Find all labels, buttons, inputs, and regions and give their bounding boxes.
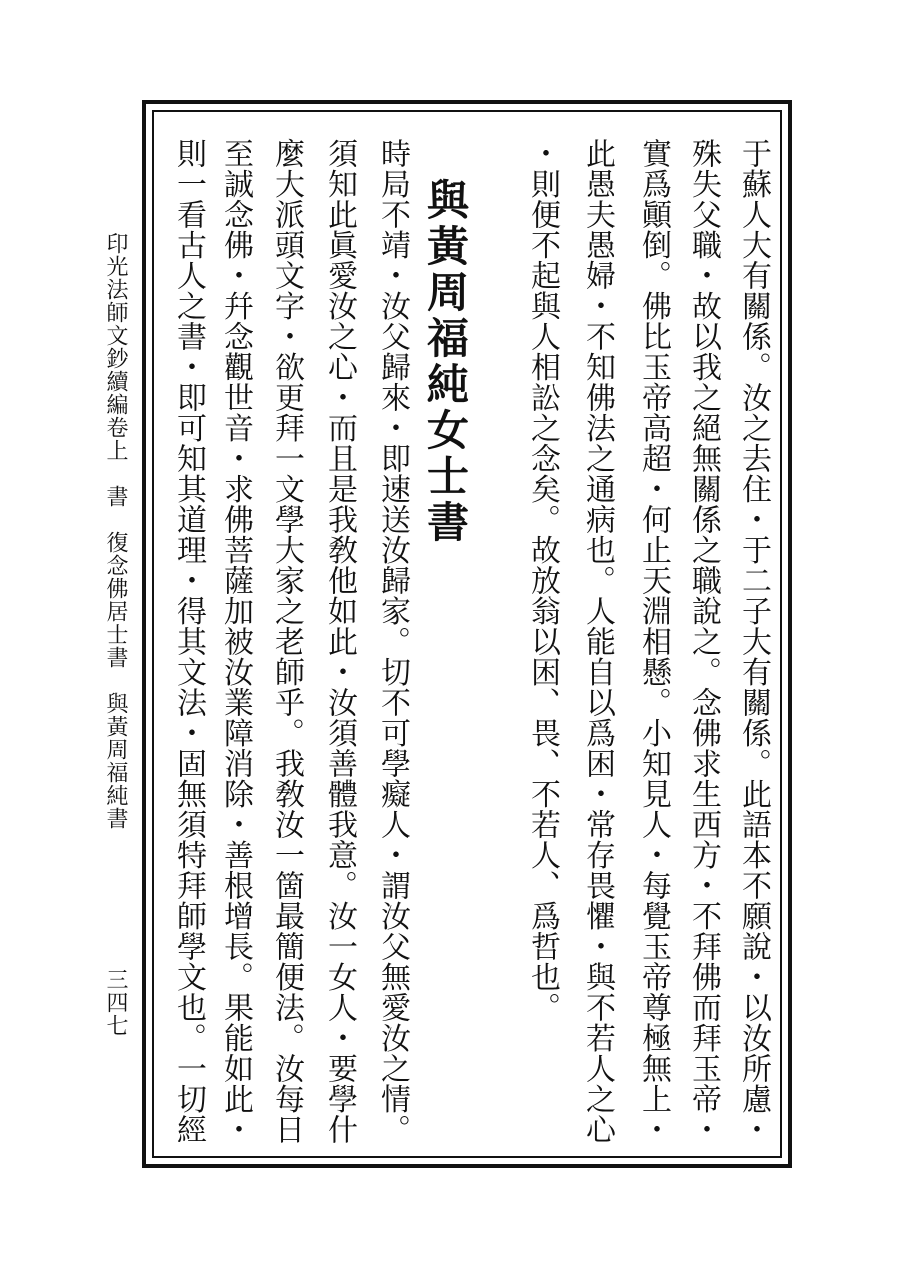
- section-label: 書: [103, 485, 128, 508]
- text-column: 至誠念佛・幷念觀世音・求佛菩薩加被汝業障消除・善根增長。果能如此・: [218, 138, 253, 1145]
- book-title: 印光法師文鈔續編卷上: [103, 232, 128, 462]
- text-column: 實爲顚倒。佛比玉帝高超・何止天淵相懸。小知見人・每覺玉帝尊極無上・: [636, 138, 671, 1145]
- text-column: ・則便不起與人相訟之念矣。故放翁以困、畏、不若人、爲哲也。: [525, 138, 560, 1023]
- running-head: [102, 232, 128, 830]
- text-column: 此愚夫愚婦・不知佛法之通病也。人能自以爲困・常存畏懼・與不若人之心: [580, 138, 615, 1145]
- text-column: 麼大派頭文字・欲更拜一文學大家之老師乎。我敎汝一箇最簡便法。汝每日: [269, 138, 304, 1145]
- text-column: 則一看古人之書・即可知其道理・得其文法・固無須特拜師學文也。一切經: [171, 138, 206, 1145]
- previous-letter-title: 復念佛居士書: [103, 531, 128, 669]
- current-letter-title: 與黃周福純書: [103, 692, 128, 830]
- page-number: 三四七: [103, 968, 128, 1037]
- text-column: 于蘇人大有關係。汝之去住・于二子大有關係。此語本不願說・以汝所慮・: [736, 138, 771, 1145]
- letter-title: 與黃周福純女士書: [421, 178, 470, 546]
- text-column: 須知此眞愛汝之心・而且是我敎他如此・汝須善體我意。汝一女人・要學什: [322, 138, 357, 1145]
- text-column: 殊失父職・故以我之絕無關係之職說之。念佛求生西方・不拜佛而拜玉帝・: [686, 138, 721, 1145]
- text-column: 時局不靖・汝父歸來・即速送汝歸家。切不可學癡人・謂汝父無愛汝之情。: [375, 138, 410, 1145]
